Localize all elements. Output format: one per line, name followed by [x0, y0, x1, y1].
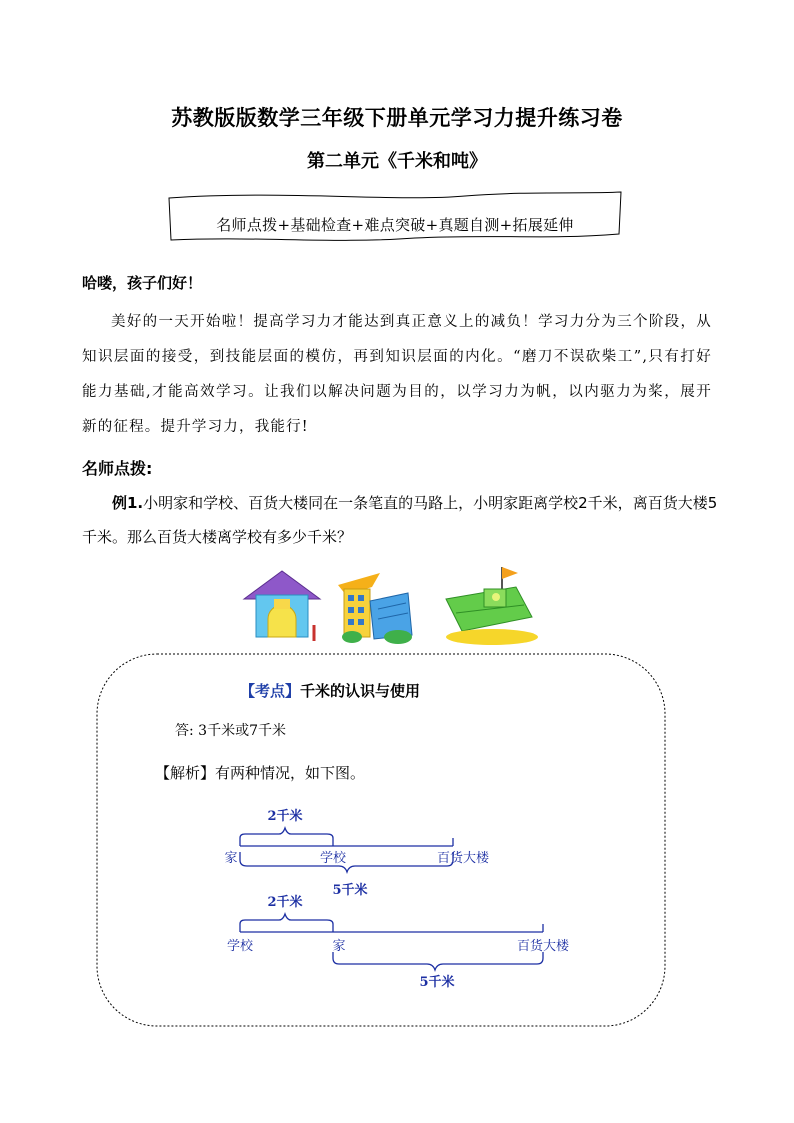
page-title: 苏教版版数学三年级下册单元学习力提升练习卷: [171, 106, 623, 130]
case-2: [227, 894, 570, 990]
distance-diagram: [215, 800, 595, 1000]
unit-subtitle: 第二单元《千米和吨》: [307, 151, 487, 172]
answer-line: 答: 3千米或7千米: [175, 723, 286, 739]
topic-text: 千米的认识与使用: [300, 682, 421, 700]
department-store-icon: [446, 567, 538, 645]
building-icon: [338, 573, 412, 644]
banner-text: 名师点拨+基础检查+难点突破+真题自测+拓展延伸: [216, 216, 574, 234]
case-1: [224, 808, 490, 898]
case1-point-store: 百货大楼: [436, 851, 490, 866]
illustration-row: [240, 565, 540, 645]
greeting: 哈喽，孩子们好！: [82, 274, 203, 292]
case1-point-home: 家: [224, 851, 238, 866]
explain-bracket: 【解析】: [155, 764, 216, 782]
case1-bottom-label: 5千米: [332, 883, 368, 898]
intro-paragraph: 美好的一天开始啦！提高学习力才能达到真正意义上的减负！学习力分为三个阶段，从知识层面的接受，到技能层面的模仿，再到知识层面的内化。“磨刀不误砍柴工”,只有打好能力基础,才能高效学习。让我们以解决问题为目的，以学习力为帆，以内驱力为桨，展开新的征程。提升学习力，我能行!: [82, 314, 712, 435]
case2-bottom-label: 5千米: [419, 975, 455, 990]
case2-top-label: 2千米: [267, 895, 303, 910]
section-heading: 名师点拨:: [82, 459, 153, 478]
case2-point-home: 家: [332, 939, 346, 954]
explanation-line: [155, 762, 365, 783]
case1-top-label: 2千米: [267, 809, 303, 824]
case2-point-store: 百货大楼: [516, 939, 570, 954]
example-label: 例1.: [112, 494, 144, 512]
explain-text: 有两种情况，如下图。: [215, 764, 366, 782]
case1-point-school: 学校: [319, 851, 347, 866]
topic-bracket: 【考点】: [240, 682, 301, 700]
example-1: [82, 486, 722, 554]
case2-point-school: 学校: [226, 939, 254, 954]
school-icon: [244, 571, 320, 641]
example-text: 小明家和学校、百货大楼同在一条笔直的马路上，小明家距离学校2千米，离百货大楼5千米。那么百货大楼离学校有多少千米？: [82, 494, 718, 546]
topic-line: [240, 680, 420, 701]
